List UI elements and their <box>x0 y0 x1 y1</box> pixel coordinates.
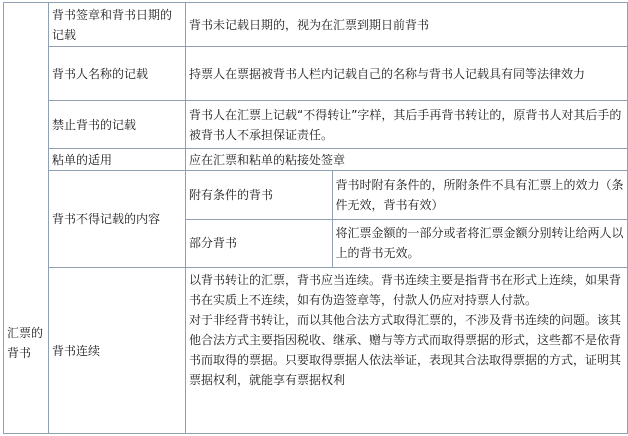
row-name: 背书连续 <box>49 268 186 434</box>
row-desc-paragraph: 以背书转让的汇票，背书应当连续。背书连续主要是指背书在形式上连续，如果背书在实质上不连续，如有伪造签章等，付款人仍应对持票人付款。 <box>189 273 622 307</box>
row-name: 背书不得记载的内容 <box>49 171 186 268</box>
sub-row-name: 附有条件的背书 <box>186 171 332 219</box>
row-desc: 背书人在汇票上记载“不得转让”字样，其后手再背书转让的，原背书人对其后手的被背书人不承担保证责任。 <box>186 101 628 149</box>
row-name: 背书签章和背书日期的记载 <box>49 3 186 47</box>
sub-table-cell <box>186 171 628 268</box>
row-name: 背书人名称的记载 <box>49 47 186 101</box>
sub-row-desc: 将汇票金额的一部分或者将汇票金额分别转让给两人以上的背书无效。 <box>332 219 627 267</box>
sub-row-name: 部分背书 <box>186 219 332 267</box>
table-row <box>4 101 628 149</box>
sub-table <box>186 171 627 267</box>
table-row <box>4 171 628 268</box>
table-row <box>4 149 628 171</box>
row-desc: 应在汇票和粘单的粘接处签章 <box>186 149 628 171</box>
row-name: 粘单的适用 <box>49 149 186 171</box>
sub-row <box>186 171 627 219</box>
row-desc: 背书未记载日期的，视为在汇票到期日前背书 <box>186 3 628 47</box>
row-desc-paragraph: 对于非经背书转让，而以其他合法方式取得汇票的，不涉及背书连续的问题。该其他合法方式主要指因税收、继承、赠与等方式而取得票据的形式，这些都不是依背书而取得的票据。只要取得票据人依法举证，表现其合法取得票据的方式，证明其票据权利，就能享有票据权利 <box>189 313 622 387</box>
sub-row <box>186 219 627 267</box>
row-desc <box>186 268 628 434</box>
section-title-cell <box>4 3 49 434</box>
sub-row-desc: 背书时附有条件的，所附条件不具有汇票上的效力（条件无效，背书有效） <box>335 177 624 212</box>
endorsement-table <box>3 2 628 434</box>
table-row <box>4 47 628 101</box>
section-title: 汇票的背书 <box>7 326 44 360</box>
table-row <box>4 3 628 47</box>
row-desc: 持票人在票据被背书人栏内记载自己的名称与背书人记载具有同等法律效力 <box>186 47 628 101</box>
table-row <box>4 268 628 434</box>
row-name: 禁止背书的记载 <box>49 101 186 149</box>
